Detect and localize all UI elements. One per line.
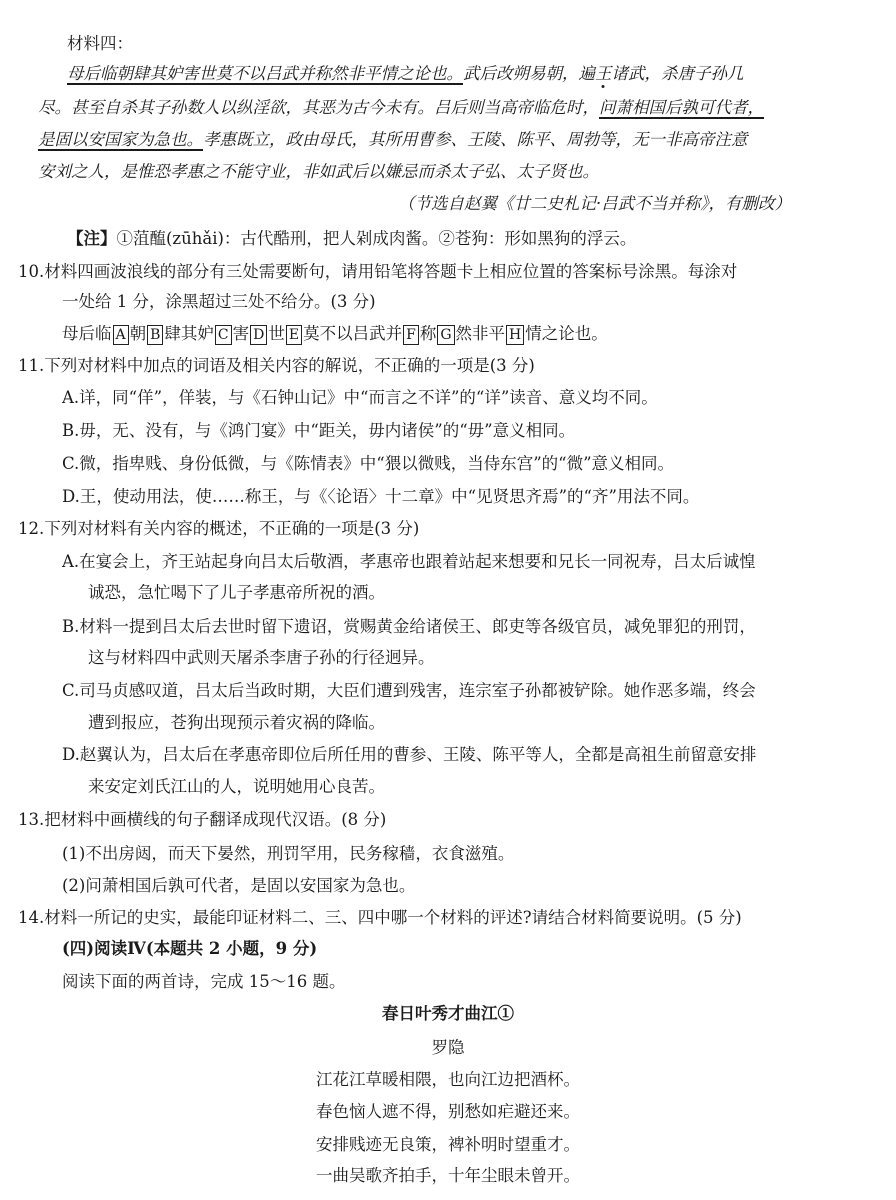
material-para-line-1: 母后临朝肆其妒害世莫不以吕武并称然非平情之论也。武后改朔易朝，遍王诸武，杀唐子孙几: [67, 64, 744, 83]
q13-sentence-2: (2)问萧相国后孰可代者，是固以安国家为急也。: [62, 876, 416, 895]
answer-box-e: E: [286, 325, 302, 345]
section-title: (四)阅读Ⅳ(本题共 2 小题，9 分): [62, 939, 318, 958]
answer-box-c: C: [215, 325, 232, 345]
answer-box-b: B: [147, 325, 163, 345]
q12-stem: 12.下列对材料有关内容的概述，不正确的一项是(3 分): [18, 519, 420, 538]
q12-option-a-line-1: A.在宴会上，齐王站起身向吕太后敬酒，孝惠帝也跟着站起来想要和兄长一同祝寿，吕太后诚惶: [62, 552, 756, 571]
answer-box-a: A: [113, 325, 129, 345]
q10-segment-text: 称: [419, 324, 437, 343]
underlined-text: 问萧相国后孰可代者，: [599, 98, 764, 117]
q12-option-a-line-2: 诚恐，急忙喝下了儿子孝惠帝所祝的酒。: [88, 583, 385, 602]
q12-option-d-line-2: 来安定刘氏江山的人，说明她用心良苦。: [88, 777, 385, 796]
q11-option-b: B.毋，无、没有，与《鸿门宴》中“距关，毋内诸侯”的“毋”意义相同。: [62, 421, 576, 440]
q10-segment-text: 肆其妒: [164, 324, 214, 343]
q12-option-c-line-1: C.司马贞感叹道，吕太后当政时期，大臣们遭到残害，连宗室子孙都被铲除。她作恶多端，终会: [62, 681, 756, 700]
material-para-line-2: 尽。甚至自杀其子孙数人以纵淫欲，其恶为古今未有。吕后则当高帝临危时，问萧相国后孰可代者，: [38, 98, 764, 117]
poem-line: 安排贱迹无良策，裨补明时望重才。: [316, 1135, 580, 1154]
q10-stem-line-1: 10.材料四画波浪线的部分有三处需要断句，请用铅笔将答题卡上相应位置的答案标号涂黑。每涂对: [18, 262, 738, 281]
poem-line: 一曲吴歌齐拍手，十年尘眼未曾开。: [316, 1166, 580, 1185]
q10-stem-line-2: 一处给 1 分，涂黑超过三处不给分。(3 分): [62, 292, 376, 311]
poem-author: 罗隐: [431, 1038, 465, 1057]
q12-option-c-line-2: 遭到报应，苍狗出现预示着灾祸的降临。: [88, 713, 385, 732]
poem-line: 江花江草暖相隈，也向江边把酒杯。: [316, 1070, 580, 1089]
section-intro: 阅读下面的两首诗，完成 15～16 题。: [62, 972, 346, 991]
q10-sentence: [62, 322, 608, 346]
material-heading: 材料四：: [67, 34, 133, 53]
q11-option-d: D.王，使动用法，使……称王，与《〈论语〉十二章》中“见贤思齐焉”的“齐”用法不同。: [62, 487, 700, 506]
q10-segment-text: 害: [232, 324, 250, 343]
q12-option-b-line-2: 这与材料四中武则天屠杀李唐子孙的行径迥异。: [88, 648, 435, 667]
underlined-text: 是固以安国家为急也。: [38, 130, 203, 149]
answer-box-h: H: [506, 325, 524, 345]
q10-segment-text: 情之论也。: [525, 324, 608, 343]
material-note: 【注】①菹醢(zūhǎi)：古代酷刑，把人剁成肉酱。②苍狗：形如黑狗的浮云。: [67, 229, 637, 248]
material-para-line-4: 安刘之人，是惟恐孝惠之不能守业，非如武后以嫌忌而杀太子弘、太子贤也。: [38, 162, 599, 181]
q11-stem: 11.下列对材料中加点的词语及相关内容的解说，不正确的一项是(3 分): [18, 356, 535, 375]
material-para-line-3: 是固以安国家为急也。孝惠既立，政由母氏，其所用曹参、王陵、陈平、周勃等，无一非高帝注意: [38, 130, 748, 149]
q10-segment-text: 莫不以吕武并: [303, 324, 403, 343]
q10-segment-text: 母后临: [62, 324, 112, 343]
q12-option-d-line-1: D.赵翼认为，吕太后在孝惠帝即位后所任用的曹参、王陵、陈平等人，全都是高祖生前留意安排: [62, 745, 757, 764]
material-source: （节选自赵翼《廿二史札记·吕武不当并称》，有删改）: [398, 194, 791, 213]
q14-stem: 14.材料一所记的史实，最能印证材料二、三、四中哪一个材料的评述?请结合材料简要说明。(5 分): [18, 908, 742, 927]
answer-box-g: G: [437, 325, 454, 345]
answer-box-d: D: [250, 325, 267, 345]
q10-segment-text: 朝: [129, 324, 147, 343]
dotted-word: 王: [595, 64, 612, 83]
answer-box-f: F: [403, 325, 419, 345]
q11-option-c: C.微，指卑贱、身份低微，与《陈情表》中“猥以微贱，当侍东宫”的“微”意义相同。: [62, 454, 675, 473]
poem-line: 春色恼人遮不得，别愁如疟避还来。: [316, 1102, 580, 1121]
q10-segment-text: 然非平: [455, 324, 506, 343]
q13-stem: 13.把材料中画横线的句子翻译成现代汉语。(8 分): [18, 810, 387, 829]
q13-sentence-1: (1)不出房闼，而天下晏然，刑罚罕用，民务稼穑，衣食滋殖。: [62, 844, 515, 863]
q12-option-b-line-1: B.材料一提到吕太后去世时留下遗诏，赏赐黄金给诸侯王、郎吏等各级官员，减免罪犯的刑罚，: [62, 617, 756, 636]
q10-segment-text: 世: [268, 324, 285, 343]
q11-option-a: A.详，同“佯”，佯装，与《石钟山记》中“而言之不详”的“详”读音、意义均不同。: [62, 388, 658, 407]
poem-title: 春日叶秀才曲江①: [382, 1004, 514, 1023]
wavy-underlined-text: 母后临朝肆其妒害世莫不以吕武并称然非平情之论也。: [67, 64, 463, 83]
